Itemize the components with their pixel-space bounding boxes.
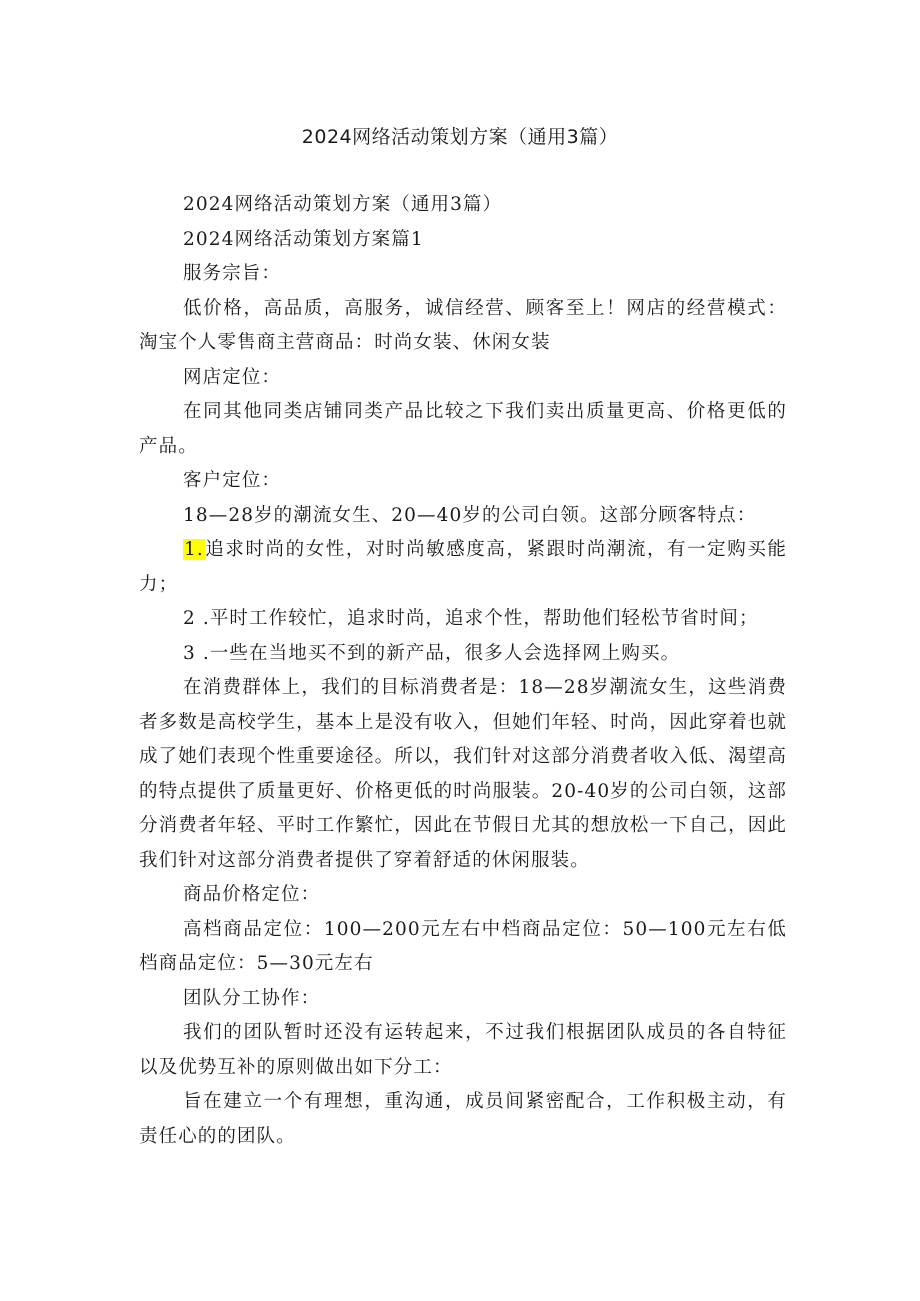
- paragraph: 18—28岁的潮流女生、20—40岁的公司白领。这部分顾客特点：: [183, 504, 757, 526]
- paragraph: 客户定位：: [183, 470, 282, 491]
- paragraph: 服务宗旨：: [183, 263, 282, 284]
- document-title: 2024网络活动策划方案（通用3篇）: [301, 126, 619, 148]
- paragraph: 商品价格定位：: [183, 884, 321, 905]
- paragraph: 低价格，高品质，高服务，诚信经营、顾客至上！网店的经营模式：淘宝个人零售商主营商品：时尚女装、休闲女装: [139, 297, 787, 353]
- highlighted-list-marker: 1.: [184, 539, 204, 560]
- list-item: 3 .一些在当地买不到的新产品，很多人会选择网上购买。: [183, 642, 681, 664]
- document-body: [139, 188, 787, 1154]
- paragraph: 2024网络活动策划方案（通用3篇）: [183, 194, 503, 215]
- paragraph: 高档商品定位：100—200元左右中档商品定位：50—100元左右低档商品定位：5—30元左右: [139, 918, 787, 974]
- paragraph: 团队分工协作：: [183, 987, 321, 1009]
- list-item: 2 .平时工作较忙，追求时尚，追求个性，帮助他们轻松节省时间；: [183, 608, 759, 629]
- list-item-text: 追求时尚的女性，对时尚敏感度高，紧跟时尚潮流，有一定购买能力；: [139, 539, 787, 595]
- list-item: [139, 533, 787, 602]
- section-heading: 2024网络活动策划方案篇1: [183, 228, 424, 250]
- paragraph: 旨在建立一个有理想，重沟通，成员间紧密配合，工作积极主动，有责任心的的团队。: [139, 1091, 787, 1147]
- paragraph: 我们的团队暂时还没有运转起来，不过我们根据团队成员的各自特征以及优势互补的原则做出如下分工：: [139, 1022, 787, 1078]
- paragraph: 网店定位：: [183, 366, 282, 388]
- paragraph: 在消费群体上，我们的目标消费者是：18—28岁潮流女生，这些消费者多数是高校学生，基本上是没有收入，但她们年轻、时尚，因此穿着也就成了她们表现个性重要途径。所以，我们针对这部分消费者收入低、渴望高的特点提供了质量更好、价格更低的时尚服装。20-40岁的公司白领，这部分消费者年轻、平时工作繁忙，因此在节假日尤其的想放松一下自己，因此我们针对这部分消费者提供了穿着舒适的休闲服装。: [139, 677, 787, 871]
- paragraph: 在同其他同类店铺同类产品比较之下我们卖出质量更高、价格更低的产品。: [139, 401, 787, 457]
